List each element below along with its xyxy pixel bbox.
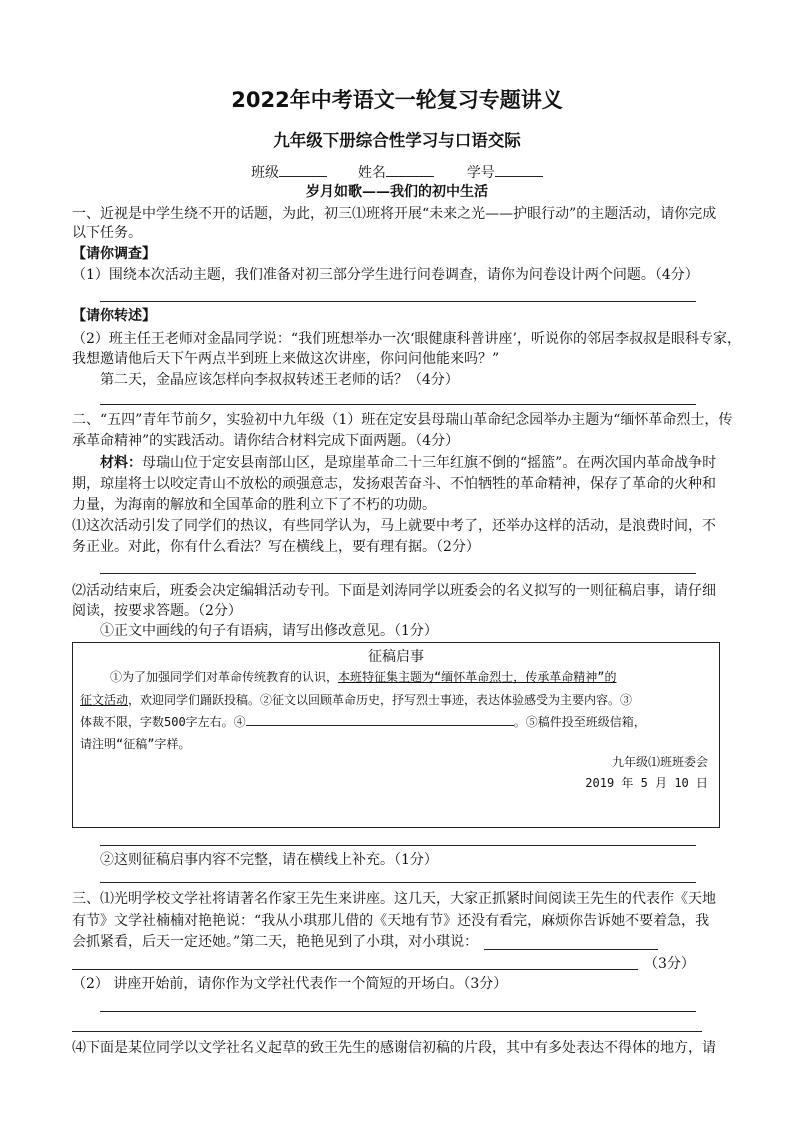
notice-title: 征稿启事 [368, 649, 424, 665]
notice-line2-part-b: ，欢迎同学们踊跃投稿。②征文以回顾革命历史，抒写烈士事迹，表达体验感受为主要内容。③ [128, 693, 633, 707]
q2-answer-line3[interactable] [100, 882, 696, 883]
page-title: 2022年中考语文一轮复习专题讲义 [231, 88, 563, 112]
q3-answer-line1[interactable] [72, 969, 638, 970]
id-field[interactable] [495, 176, 543, 177]
notice-line1 [110, 666, 616, 689]
q2-sub2: ②这则征稿启事内容不完整，请在横线上补充。（1分） [100, 852, 438, 868]
q2-item2-line2: 阅读，按要求答题。（2分） [72, 603, 242, 619]
q1-answer-line1[interactable] [100, 301, 696, 302]
theme-heading: 岁月如歌——我们的初中生活 [306, 184, 488, 200]
q3-answer-blank1[interactable] [484, 949, 658, 950]
q1-item1: （1）围绕本次活动主题，我们准备对初三部分学生进行问卷调查，请你为问卷设计两个问题。（4分） [72, 267, 699, 283]
q3-answer-line2[interactable] [100, 1011, 696, 1012]
q3-answer-line3[interactable] [72, 1031, 702, 1032]
q2-intro-line1: 二、“五四”青年节前夕，实验初中九年级（1）班在定安县母瑞山革命纪念园举办主题为“缅怀革命烈士，传 [72, 412, 733, 428]
q2-answer-line2[interactable] [100, 845, 696, 846]
q2-material-line3: 力量，为海南的解放和全国革命的胜利立下了不朽的功勋。 [72, 497, 436, 513]
q3-item4: ⑷下面是某位同学以文学社名义起草的致王先生的感谢信初稿的片段，其中有多处表达不得体的地方，请 [72, 1040, 716, 1056]
notice-line3-part-b: 。⑤稿件投至班级信箱， [513, 715, 646, 729]
name-field[interactable] [386, 176, 434, 177]
q1-section-survey: 【请你调查】 [72, 246, 156, 262]
class-field[interactable] [279, 176, 327, 177]
q1-section-relay: 【请你转述】 [72, 308, 156, 324]
notice-line3-part-a: 体裁不限，字数500字左右。④ [80, 715, 246, 729]
q2-sub1: ①正文中画线的句子有语病，请写出修改意见。（1分） [100, 623, 438, 639]
q2-item2-line1: ⑵活动结束后，班委会决定编辑活动专刊。下面是刘涛同学以班委会的名义拟写的一则征稿启事，请仔细 [72, 583, 716, 599]
page-subtitle: 九年级下册综合性学习与口语交际 [273, 131, 521, 150]
notice-line3 [80, 711, 646, 734]
q3-intro-line1: 三、⑴光明学校文学社将请著名作家王先生来讲座。这几天，大家正抓紧时间阅读王先生的代表作《天地 [72, 891, 716, 907]
material-label: 材料： [100, 455, 142, 471]
q1-intro-line2: 以下任务。 [72, 225, 142, 241]
q2-material-line2: 期，琼崖将士以咬定青山不放松的顽强意志，发扬艰苦奋斗、不怕牺牲的革命精神，保存了革命的火种和 [72, 476, 716, 492]
notice-line2 [80, 689, 632, 712]
q2-item1-line2: 务正业。对此，你有什么看法？写在横线上，要有理有据。（2分） [72, 539, 480, 555]
notice-underlined-sentence-a: 本班特征集主题为“缅怀革命烈士，传承革命精神”的 [338, 670, 617, 684]
q1-intro-line1: 一、近视是中学生绕不开的话题，为此，初三⑴班将开展“未来之光——护眼行动”的主题活动，请你完成 [72, 206, 717, 222]
q2-intro-line2: 承革命精神”的实践活动。请你结合材料完成下面两题。（4分） [72, 433, 460, 449]
q1-answer-line2[interactable] [100, 404, 696, 405]
q3-intro-line2: 有节》文学社楠楠对艳艳说：“我从小琪那儿借的《天地有节》还没有看完，麻烦你告诉她不要着急，我 [72, 913, 710, 929]
notice-underlined-sentence-b: 征文活动 [80, 693, 129, 707]
name-label: 姓名 [357, 165, 386, 181]
id-label: 学号 [466, 165, 495, 181]
notice-signer: 九年级⑴班班委会 [611, 755, 708, 769]
q3-score: （3分） [644, 956, 695, 972]
q2-material-line1 [100, 452, 716, 474]
class-label: 班级 [251, 165, 279, 181]
q1-item2-line3: 第二天，金晶应该怎样向李叔叔转述王老师的话？（4分） [100, 372, 459, 388]
q1-item2-line1: （2）班主任王老师对金晶同学说：“我们班想举办一次‘眼健康科普讲座’，听说你的邻居李叔叔是眼科专家， [72, 331, 741, 347]
notice-line1-part-a: ①为了加强同学们对革命传统教育的认识， [110, 670, 339, 684]
notice-line4: 请注明“征稿”字样。 [80, 737, 191, 751]
notice-missing-blank[interactable] [246, 711, 514, 726]
q3-item2: （2） 讲座开始前，请你作为文学社代表作一个简短的开场白。（3分） [72, 976, 508, 992]
q3-intro-line3: 会抓紧看，后天一定还她。”第二天，艳艳见到了小琪，对小琪说： [72, 934, 479, 950]
q2-item1-line1: ⑴这次活动引发了同学们的热议，有些同学认为，马上就要中考了，还举办这样的活动，是浪费时间，不 [72, 518, 716, 534]
material-text-1: 母瑞山位于定安县南部山区，是琼崖革命二十三年红旗不倒的“摇篮”。在两次国内革命战争时 [142, 455, 717, 471]
q1-item2-line2: 我想邀请他后天下午两点半到班上来做这次讲座，你问问他能来吗？” [72, 351, 500, 367]
notice-date: 2019 年 5 月 10 日 [585, 776, 708, 790]
q2-answer-line1[interactable] [100, 573, 696, 574]
